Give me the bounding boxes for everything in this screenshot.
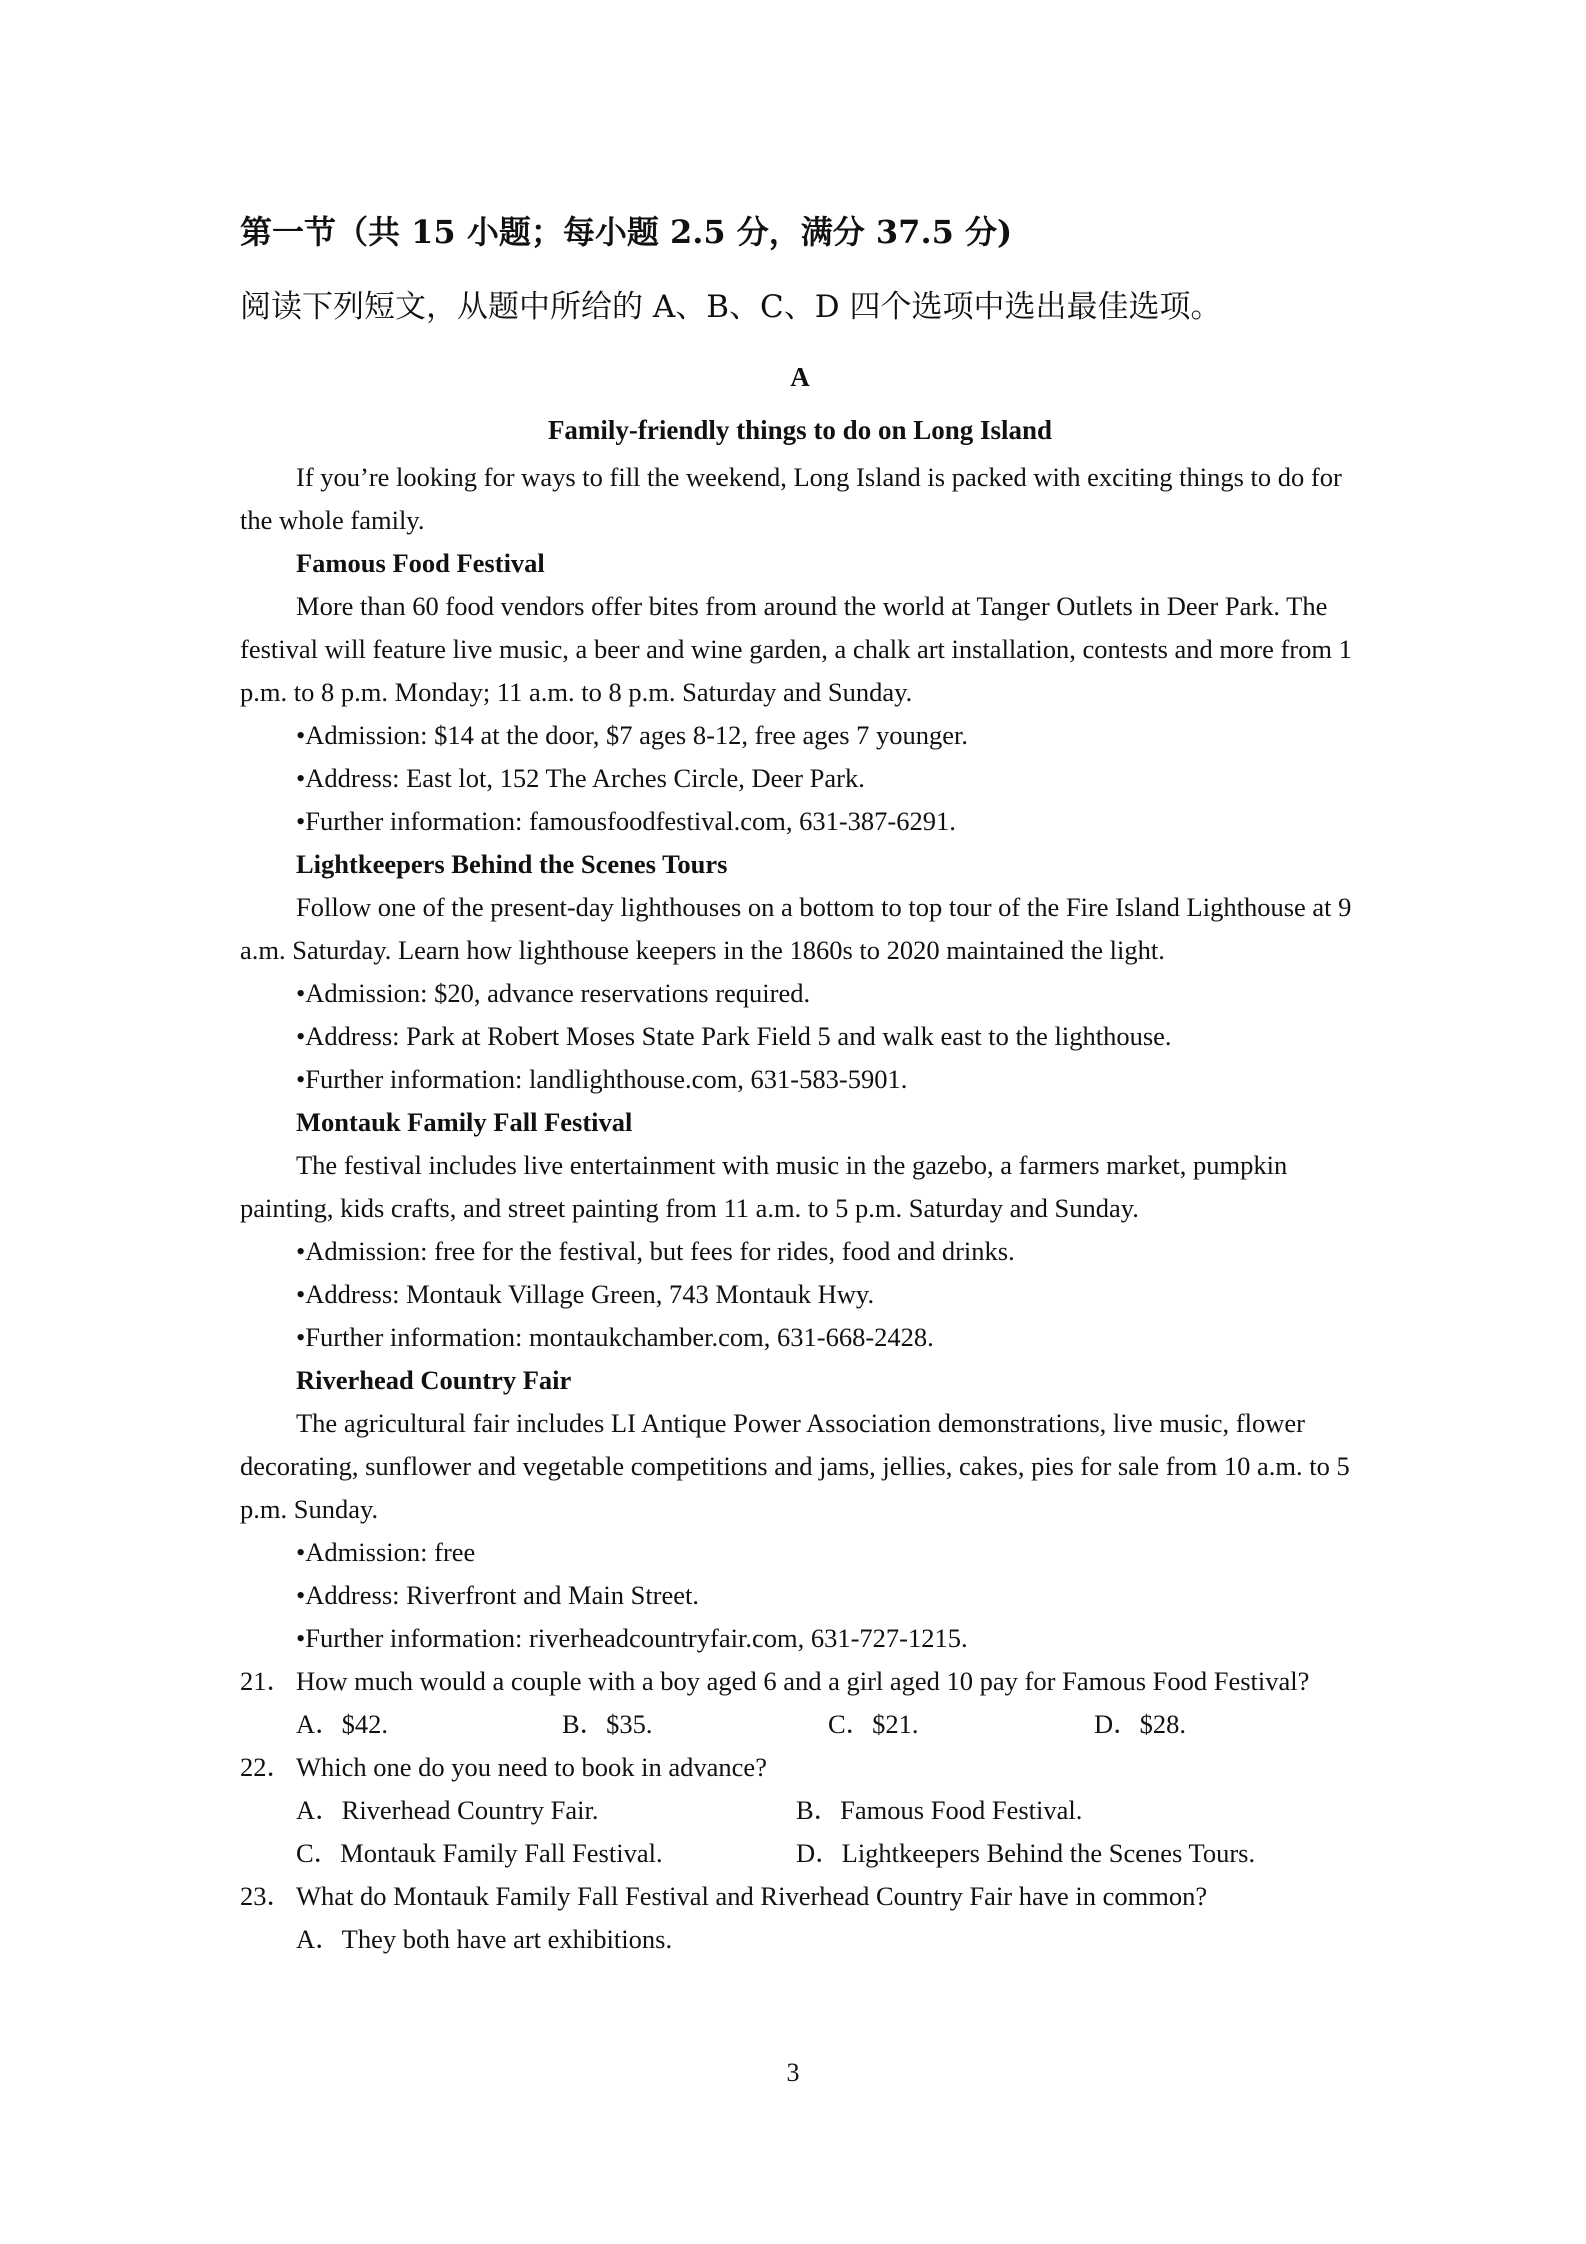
section-heading: 第一节（共 15 小题；每小题 2.5 分，满分 37.5 分) [240, 213, 1013, 251]
event-description: More than 60 food vendors offer bites from around the world at Tanger Outlets in Deer Park. The festival will feature live music, a beer and wine garden, a chalk art installation, contests and more from 1 p.m. to 8 p.m. Monday; 11 a.m. to 8 p.m. Saturday and Sunday. [240, 591, 1352, 707]
event-address: •Address: Riverfront and Main Street. [296, 1580, 700, 1610]
question-23 [240, 1875, 1360, 1918]
exam-page [240, 200, 1360, 1961]
event-admission: •Admission: free [296, 1537, 476, 1567]
event-address: •Address: Park at Robert Moses State Park Field 5 and walk east to the lighthouse. [296, 1021, 1172, 1051]
event-description: The agricultural fair includes LI Antique Power Association demonstrations, live music, flower decorating, sunflower and vegetable competitions and jams, jellies, cakes, pies for sale from 10 a.m. to 5 p.m. Sunday. [240, 1408, 1350, 1524]
event-description: The festival includes live entertainment with music in the gazebo, a farmers market, pumpkin painting, kids crafts, and street painting from 11 a.m. to 5 p.m. Saturday and Sunday. [240, 1150, 1288, 1223]
question-number: 21． [240, 1666, 293, 1696]
question-22-options-row2 [240, 1832, 1360, 1875]
event-admission: •Admission: $20, advance reservations required. [296, 978, 811, 1008]
event-title: Lightkeepers Behind the Scenes Tours [296, 849, 728, 879]
event-info: •Further information: montaukchamber.com, 631-668-2428. [296, 1322, 934, 1352]
option-c: C．$21. [828, 1709, 919, 1739]
question-number: 22． [240, 1752, 293, 1782]
event-title: Famous Food Festival [296, 548, 545, 578]
question-22 [240, 1746, 1360, 1789]
event-admission: •Admission: $14 at the door, $7 ages 8-12, free ages 7 younger. [296, 720, 969, 750]
section-instruction: 阅读下列短文，从题中所给的 A、B、C、D 四个选项中选出最佳选项。 [240, 289, 1222, 325]
event-admission: •Admission: free for the festival, but fees for rides, food and drinks. [296, 1236, 1015, 1266]
event-description: Follow one of the present-day lighthouses on a bottom to top tour of the Fire Island Lighthouse at 9 a.m. Saturday. Learn how lighthouse keepers in the 1860s to 2020 maintained the light. [240, 892, 1352, 965]
event-info: •Further information: landlighthouse.com, 631-583-5901. [296, 1064, 908, 1094]
event-info: •Further information: famousfoodfestival.com, 631-387-6291. [296, 806, 956, 836]
question-21 [240, 1660, 1360, 1703]
event-title: Montauk Family Fall Festival [296, 1107, 633, 1137]
question-text: How much would a couple with a boy aged 6 and a girl aged 10 pay for Famous Food Festival? [296, 1666, 1310, 1696]
question-22-options-row1 [240, 1789, 1360, 1832]
option-d: D．$28. [1094, 1709, 1187, 1739]
question-number: 23． [240, 1881, 293, 1911]
option-a: A．They both have art exhibitions. [296, 1924, 673, 1954]
option-a: A．$42. [296, 1709, 389, 1739]
passage-intro: If you’re looking for ways to fill the weekend, Long Island is packed with exciting things to do for the whole family. [240, 462, 1342, 535]
passage-title: Family-friendly things to do on Long Island [547, 415, 1053, 445]
option-c: C．Montauk Family Fall Festival. [296, 1838, 663, 1868]
option-d: D．Lightkeepers Behind the Scenes Tours. [796, 1838, 1256, 1868]
page-number: 3 [786, 2058, 800, 2087]
option-a: A．Riverhead Country Fair. [296, 1795, 599, 1825]
event-address: •Address: East lot, 152 The Arches Circle, Deer Park. [296, 763, 865, 793]
event-info: •Further information: riverheadcountryfair.com, 631-727-1215. [296, 1623, 968, 1653]
question-text: Which one do you need to book in advance? [296, 1752, 767, 1782]
option-b: B．Famous Food Festival. [796, 1795, 1083, 1825]
option-b: B．$35. [562, 1709, 653, 1739]
event-address: •Address: Montauk Village Green, 743 Montauk Hwy. [296, 1279, 875, 1309]
event-title: Riverhead Country Fair [296, 1365, 572, 1395]
question-text: What do Montauk Family Fall Festival and Riverhead Country Fair have in common? [296, 1881, 1208, 1911]
question-21-options [240, 1703, 1360, 1746]
passage-letter: A [790, 362, 810, 392]
